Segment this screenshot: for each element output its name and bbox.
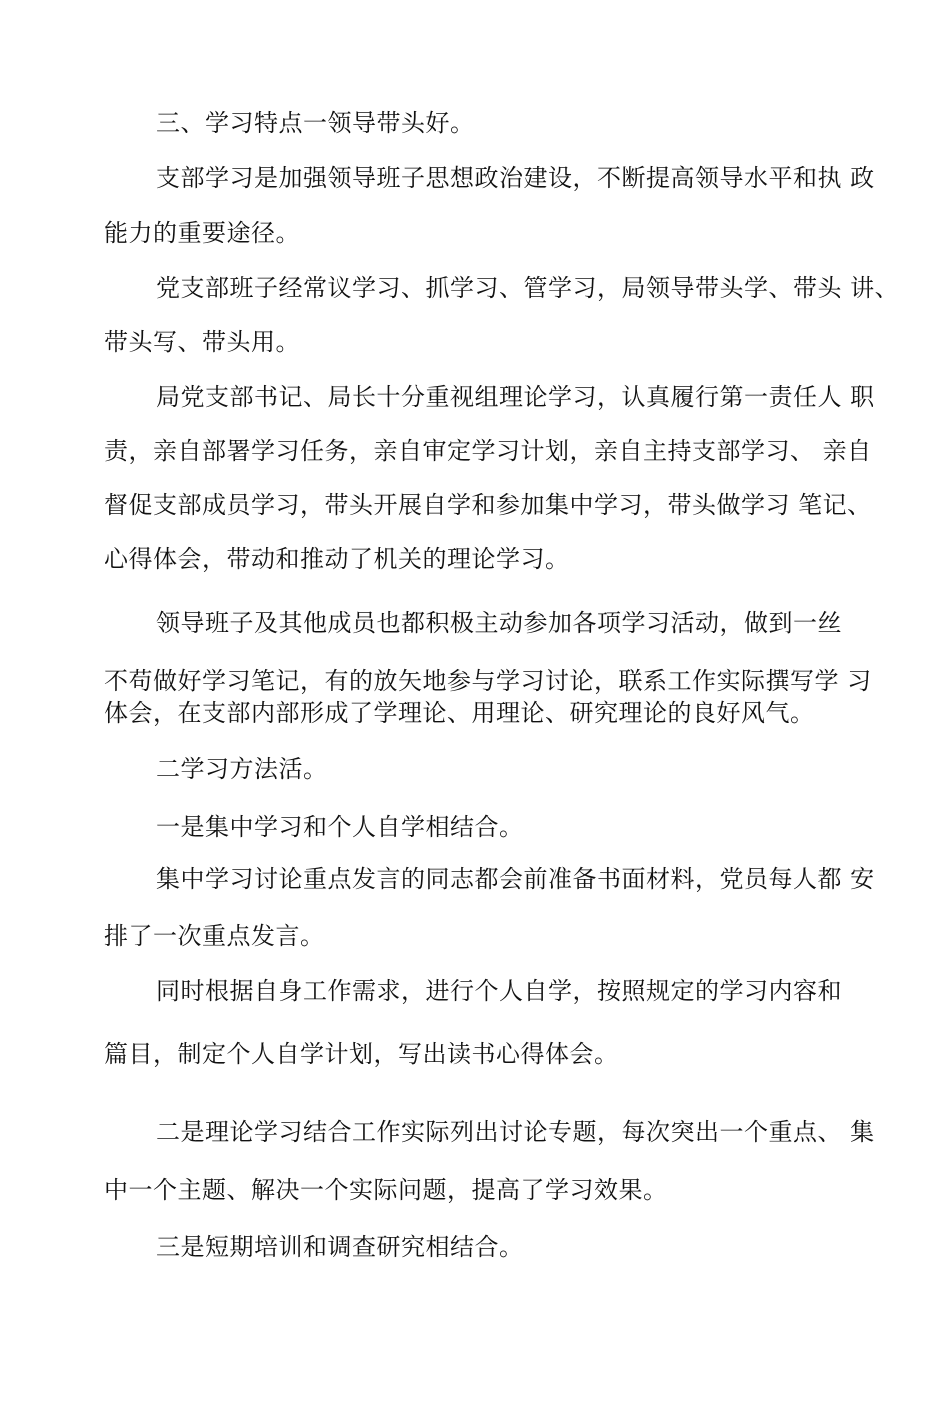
- text-line: 局党支部书记、局长十分重视组理论学习，认真履行第一责任人 职: [156, 383, 875, 411]
- text-line: 责，亲自部署学习任务，亲自审定学习计划，亲自主持支部学习、 亲自: [104, 437, 872, 465]
- text-line: 心得体会，带动和推动了机关的理论学习。: [104, 545, 570, 573]
- text-line: 中一个主题、解决一个实际问题，提高了学习效果。: [104, 1176, 668, 1204]
- text-line: 督促支部成员学习，带头开展自学和参加集中学习，带头做学习 笔记、: [104, 491, 872, 519]
- text-line: 三是短期培训和调查研究相结合。: [156, 1233, 524, 1261]
- text-line: 不苟做好学习笔记，有的放矢地参与学习讨论，联系工作实际撰写学 习: [104, 667, 872, 695]
- text-line: 一是集中学习和个人自学相结合。: [156, 813, 524, 841]
- text-line: 党支部班子经常议学习、抓学习、管学习，局领导带头学、带头 讲、: [156, 274, 900, 302]
- text-line: 集中学习讨论重点发言的同志都会前准备书面材料，党员每人都 安: [156, 865, 875, 893]
- text-line: 排了一次重点发言。: [104, 922, 325, 950]
- text-line: 支部学习是加强领导班子思想政治建设，不断提高领导水平和执 政: [156, 164, 875, 192]
- text-line: 三、学习特点一领导带头好。: [156, 109, 475, 137]
- text-line: 篇目，制定个人自学计划，写出读书心得体会。: [104, 1040, 619, 1068]
- text-line: 二是理论学习结合工作实际列出讨论专题，每次突出一个重点、 集: [156, 1118, 875, 1146]
- text-line: 二学习方法活。: [156, 755, 328, 783]
- text-line: 领导班子及其他成员也都积极主动参加各项学习活动，做到一丝: [156, 609, 842, 637]
- text-line: 带头写、带头用。: [104, 328, 300, 356]
- text-line: 能力的重要途径。: [104, 219, 300, 247]
- text-line: 同时根据自身工作需求，进行个人自学，按照规定的学习内容和: [156, 977, 842, 1005]
- text-line: 体会，在支部内部形成了学理论、用理论、研究理论的良好风气。: [104, 699, 815, 727]
